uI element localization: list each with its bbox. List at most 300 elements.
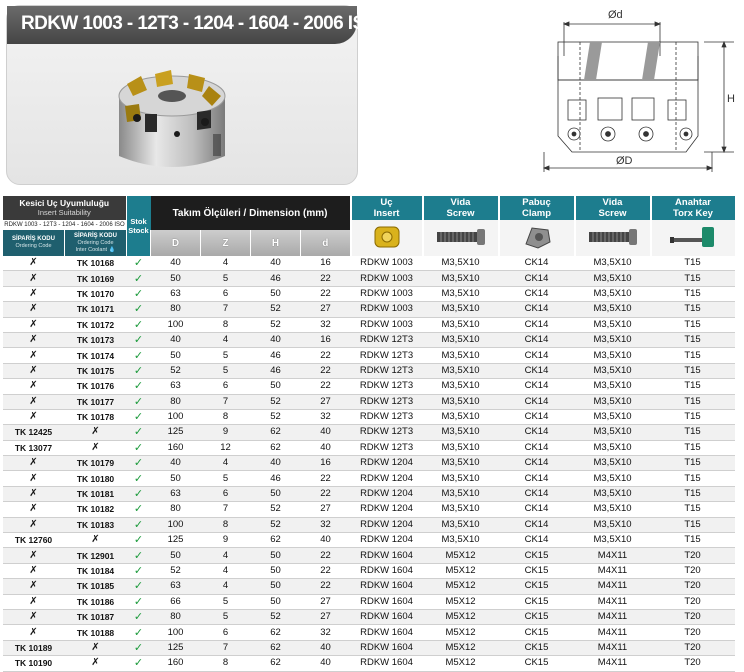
insert-cell: RDKW 1003: [351, 256, 423, 271]
col-d-cell: 32: [301, 625, 351, 640]
clamp-screw-cell: M3,5X10: [575, 271, 651, 286]
col-Z-cell: 4: [201, 563, 251, 578]
table-row: [3, 256, 735, 271]
title-card: [6, 5, 379, 185]
height-H-label: H: [727, 93, 735, 105]
col-D-cell: 52: [151, 563, 201, 578]
col-H-cell: 50: [251, 579, 301, 594]
torx-key-cell: T20: [651, 656, 735, 671]
table-row: [3, 548, 735, 563]
col-Z-cell: 7: [201, 640, 251, 655]
col-d-cell: 27: [301, 502, 351, 517]
table-row: [3, 656, 735, 671]
col-H-cell: 50: [251, 563, 301, 578]
screw-cell: M5X12: [423, 594, 499, 609]
col-Z-cell: 5: [201, 348, 251, 363]
col-H-cell: 62: [251, 440, 301, 455]
ordering-code-cell: TK 10190: [3, 656, 65, 671]
insert-icon: [372, 224, 402, 250]
col-H-cell: 46: [251, 271, 301, 286]
page-title: RDKW 1003 - 12T3 - 1204 - 1604 - 2006 ISO: [21, 13, 379, 34]
col-Z-cell: 8: [201, 317, 251, 332]
clamp-screw-cell: M3,5X10: [575, 332, 651, 347]
table-row: [3, 517, 735, 532]
col-H-cell: 50: [251, 548, 301, 563]
insert-cell: RDKW 12T3: [351, 363, 423, 378]
col-D-cell: 100: [151, 409, 201, 424]
col-D-cell: 160: [151, 656, 201, 671]
stock-cell: ✓: [127, 533, 151, 548]
col-Z-cell: 4: [201, 456, 251, 471]
screw-cell: M3,5X10: [423, 440, 499, 455]
col-H-cell: 46: [251, 471, 301, 486]
col-Z-cell: 7: [201, 502, 251, 517]
insert-cell: RDKW 1604: [351, 579, 423, 594]
col-Z-cell: 4: [201, 579, 251, 594]
ordering-code-coolant-cell: TK 10175: [65, 363, 127, 378]
insert-cell: RDKW 12T3: [351, 394, 423, 409]
col-D-cell: 100: [151, 517, 201, 532]
ordering-code-cell: ✗: [3, 348, 65, 363]
insert-cell: RDKW 1204: [351, 502, 423, 517]
col-d-cell: 16: [301, 256, 351, 271]
stock-cell: ✓: [127, 440, 151, 455]
table-row: [3, 486, 735, 501]
clamp-screw-image-cell: [575, 220, 651, 256]
col-d-cell: 40: [301, 656, 351, 671]
ordering-code-coolant-cell: TK 12901: [65, 548, 127, 563]
col-d-cell: 27: [301, 394, 351, 409]
col-H-cell: 46: [251, 348, 301, 363]
col-D-cell: 125: [151, 425, 201, 440]
col-Z-cell: 5: [201, 594, 251, 609]
ordering-code-cell: TK 10189: [3, 640, 65, 655]
col-Z: Z: [201, 230, 251, 256]
col-d-cell: 16: [301, 456, 351, 471]
clamp-cell: CK14: [499, 425, 575, 440]
screw-cell: M3,5X10: [423, 517, 499, 532]
col-D-cell: 63: [151, 486, 201, 501]
ordering-code-cell: ✗: [3, 594, 65, 609]
col-D-cell: 52: [151, 363, 201, 378]
ordering-code-cell: ✗: [3, 379, 65, 394]
clamp-cell: CK14: [499, 409, 575, 424]
ordering-code-coolant-cell: TK 10185: [65, 579, 127, 594]
col-H-cell: 50: [251, 286, 301, 301]
ordering-code-coolant-cell: TK 10169: [65, 271, 127, 286]
ordering-code-cell: ✗: [3, 394, 65, 409]
stock-cell: ✓: [127, 563, 151, 578]
table-row: [3, 502, 735, 517]
torx-key-cell: T15: [651, 409, 735, 424]
clamp-screw-cell: M4X11: [575, 594, 651, 609]
col-d-cell: 22: [301, 471, 351, 486]
clamp-cell: CK15: [499, 656, 575, 671]
stock-cell: ✓: [127, 302, 151, 317]
clamp-screw-cell: M4X11: [575, 656, 651, 671]
screw-icon: [585, 226, 641, 248]
col-D-cell: 40: [151, 332, 201, 347]
insert-cell: RDKW 1204: [351, 517, 423, 532]
clamp-cell: CK14: [499, 517, 575, 532]
stock-cell: ✓: [127, 594, 151, 609]
col-d-cell: 32: [301, 409, 351, 424]
clamp-screw-cell: M3,5X10: [575, 409, 651, 424]
col-H-cell: 40: [251, 256, 301, 271]
col-d-cell: 22: [301, 563, 351, 578]
screw-cell: M3,5X10: [423, 271, 499, 286]
clamp-screw-cell: M4X11: [575, 625, 651, 640]
ordering-code-coolant-cell: TK 10184: [65, 563, 127, 578]
insert-cell: RDKW 1604: [351, 656, 423, 671]
torx-key-cell: T15: [651, 394, 735, 409]
table-row: [3, 471, 735, 486]
torx-key-icon: [668, 224, 718, 250]
stock-cell: ✓: [127, 379, 151, 394]
clamp-cell: CK14: [499, 533, 575, 548]
col-D-cell: 50: [151, 271, 201, 286]
col-Z-cell: 9: [201, 425, 251, 440]
clamp-screw-cell: M4X11: [575, 579, 651, 594]
clamp-cell: CK14: [499, 456, 575, 471]
col-Z-cell: 5: [201, 471, 251, 486]
clamp-screw-cell: M3,5X10: [575, 440, 651, 455]
milling-cutter-photo: [97, 56, 247, 176]
clamp-screw-cell: M3,5X10: [575, 502, 651, 517]
col-H-cell: 50: [251, 594, 301, 609]
table-row: [3, 456, 735, 471]
torx-key-cell: T15: [651, 533, 735, 548]
ordering-code-coolant-cell: ✗: [65, 656, 127, 671]
col-d: d: [301, 230, 351, 256]
stock-cell: ✓: [127, 394, 151, 409]
clamp-cell: CK14: [499, 271, 575, 286]
product-table: [2, 196, 735, 672]
insert-cell: RDKW 1604: [351, 640, 423, 655]
col-H-cell: 52: [251, 302, 301, 317]
stock-cell: ✓: [127, 425, 151, 440]
ordering-code-cell: ✗: [3, 609, 65, 624]
torx-key-cell: T20: [651, 579, 735, 594]
ordering-code-coolant-cell: TK 10178: [65, 409, 127, 424]
series-code: RDKW 1003 - 12T3 - 1204 - 1604 - 2006 ISO: [3, 220, 127, 230]
screw-cell: M3,5X10: [423, 256, 499, 271]
col-H: H: [251, 230, 301, 256]
table-row: [3, 317, 735, 332]
insert-cell: RDKW 1604: [351, 594, 423, 609]
ordering-code-cell: ✗: [3, 563, 65, 578]
ordering-code-coolant-cell: TK 10179: [65, 456, 127, 471]
screw-cell: M3,5X10: [423, 409, 499, 424]
ordering-code-coolant-cell: TK 10174: [65, 348, 127, 363]
screw-cell: M5X12: [423, 640, 499, 655]
table-row: [3, 348, 735, 363]
insert-cell: RDKW 1204: [351, 486, 423, 501]
clamp-screw-cell: M3,5X10: [575, 486, 651, 501]
col-D-cell: 125: [151, 640, 201, 655]
clamp-image-cell: [499, 220, 575, 256]
insert-cell: RDKW 12T3: [351, 332, 423, 347]
clamp-screw-cell: M3,5X10: [575, 379, 651, 394]
clamp-cell: CK14: [499, 379, 575, 394]
clamp-cell: CK14: [499, 471, 575, 486]
col-d-cell: 22: [301, 271, 351, 286]
screw-cell: M3,5X10: [423, 363, 499, 378]
ordering-code-cell: ✗: [3, 548, 65, 563]
col-D-cell: 80: [151, 394, 201, 409]
ordering-code-cell: ✗: [3, 302, 65, 317]
clamp-cell: CK14: [499, 302, 575, 317]
table-row: [3, 579, 735, 594]
col-D-cell: 50: [151, 348, 201, 363]
clamp-cell: CK15: [499, 579, 575, 594]
screw-cell: M3,5X10: [423, 302, 499, 317]
clamp-screw-cell: M3,5X10: [575, 533, 651, 548]
ordering-code-coolant-header: SİPARİŞ KODU Ordering Code Inter Coolant 💧: [65, 230, 127, 256]
stock-cell: ✓: [127, 471, 151, 486]
insert-image-cell: [351, 220, 423, 256]
col-H-cell: 52: [251, 394, 301, 409]
screw-cell: M5X12: [423, 609, 499, 624]
col-D-cell: 40: [151, 456, 201, 471]
clamp-screw-cell: M4X11: [575, 609, 651, 624]
stock-cell: ✓: [127, 640, 151, 655]
clamp-screw-cell: M3,5X10: [575, 256, 651, 271]
table-row: [3, 440, 735, 455]
col-Z-cell: 4: [201, 256, 251, 271]
col-D-cell: 80: [151, 502, 201, 517]
torx-key-cell: T20: [651, 625, 735, 640]
clamp-screw-cell: M3,5X10: [575, 394, 651, 409]
stock-cell: ✓: [127, 609, 151, 624]
screw-image-cell: [423, 220, 499, 256]
table-row: [3, 409, 735, 424]
col-H-cell: 50: [251, 379, 301, 394]
screw-cell: M3,5X10: [423, 394, 499, 409]
clamp-cell: CK14: [499, 332, 575, 347]
table-row: [3, 609, 735, 624]
torx-key-cell: T15: [651, 456, 735, 471]
col-H-cell: 52: [251, 609, 301, 624]
ordering-code-coolant-cell: TK 10188: [65, 625, 127, 640]
clamp-cell: CK15: [499, 609, 575, 624]
torx-key-cell: T15: [651, 286, 735, 301]
col-Z-cell: 4: [201, 332, 251, 347]
torx-key-cell: T20: [651, 640, 735, 655]
screw-cell: M5X12: [423, 563, 499, 578]
col-H-cell: 52: [251, 409, 301, 424]
torx-key-cell: T20: [651, 609, 735, 624]
clamp-screw-cell: M4X11: [575, 548, 651, 563]
col-Z-cell: 6: [201, 379, 251, 394]
torx-key-cell: T15: [651, 363, 735, 378]
clamp-cell: CK15: [499, 563, 575, 578]
ordering-code-coolant-cell: TK 10171: [65, 302, 127, 317]
table-row: [3, 394, 735, 409]
torx-key-cell: T15: [651, 317, 735, 332]
insert-cell: RDKW 12T3: [351, 409, 423, 424]
col-D-cell: 100: [151, 317, 201, 332]
insert-cell: RDKW 1003: [351, 302, 423, 317]
col-d-cell: 40: [301, 425, 351, 440]
clamp-cell: CK14: [499, 363, 575, 378]
col-H-cell: 40: [251, 456, 301, 471]
torx-key-cell: T15: [651, 486, 735, 501]
screw-cell: M3,5X10: [423, 348, 499, 363]
ordering-code-coolant-cell: TK 10168: [65, 256, 127, 271]
ordering-code-coolant-cell: TK 10176: [65, 379, 127, 394]
col-D-cell: 66: [151, 594, 201, 609]
ordering-code-cell: ✗: [3, 471, 65, 486]
clamp-screw-cell: M3,5X10: [575, 317, 651, 332]
clamp-cell: CK14: [499, 486, 575, 501]
torx-key-cell: T15: [651, 332, 735, 347]
diameter-d-label: Ød: [608, 9, 623, 21]
ordering-code-coolant-cell: ✗: [65, 440, 127, 455]
ordering-code-cell: ✗: [3, 625, 65, 640]
col-D-cell: 160: [151, 440, 201, 455]
screw-cell: M3,5X10: [423, 502, 499, 517]
col-Z-cell: 8: [201, 517, 251, 532]
clamp-icon: [520, 224, 554, 250]
col-d-cell: 40: [301, 533, 351, 548]
col-D-cell: 80: [151, 302, 201, 317]
ordering-code-coolant-cell: TK 10187: [65, 609, 127, 624]
ordering-code-cell: ✗: [3, 317, 65, 332]
table-row: [3, 379, 735, 394]
torx-key-cell: T15: [651, 348, 735, 363]
ordering-code-coolant-cell: TK 10177: [65, 394, 127, 409]
insert-cell: RDKW 1003: [351, 271, 423, 286]
stock-cell: ✓: [127, 486, 151, 501]
torx-key-cell: T15: [651, 425, 735, 440]
col-D-cell: 50: [151, 548, 201, 563]
insert-cell: RDKW 12T3: [351, 425, 423, 440]
insert-cell: RDKW 1604: [351, 609, 423, 624]
col-Z-cell: 8: [201, 656, 251, 671]
torx-key-cell: T15: [651, 256, 735, 271]
col-H-cell: 62: [251, 625, 301, 640]
col-H-cell: 52: [251, 502, 301, 517]
stock-cell: ✓: [127, 456, 151, 471]
clamp-cell: CK14: [499, 348, 575, 363]
col-d-cell: 40: [301, 440, 351, 455]
torx-key-cell: T20: [651, 594, 735, 609]
stock-cell: ✓: [127, 502, 151, 517]
screw-cell: M3,5X10: [423, 332, 499, 347]
ordering-code-cell: ✗: [3, 286, 65, 301]
col-H-cell: 62: [251, 640, 301, 655]
clamp-cell: CK14: [499, 502, 575, 517]
clamp-cell: CK14: [499, 440, 575, 455]
torx-key-image-cell: [651, 220, 735, 256]
clamp-cell: CK14: [499, 394, 575, 409]
col-Z-cell: 6: [201, 286, 251, 301]
ordering-code-coolant-cell: TK 10181: [65, 486, 127, 501]
torx-key-cell: T20: [651, 563, 735, 578]
col-d-cell: 32: [301, 317, 351, 332]
screw-cell: M5X12: [423, 579, 499, 594]
clamp-cell: CK14: [499, 286, 575, 301]
insert-cell: RDKW 1204: [351, 533, 423, 548]
ordering-code-cell: ✗: [3, 409, 65, 424]
table-row: [3, 594, 735, 609]
insert-cell: RDKW 12T3: [351, 379, 423, 394]
clamp-screw-cell: M3,5X10: [575, 286, 651, 301]
stock-cell: ✓: [127, 579, 151, 594]
screw-icon: [433, 226, 489, 248]
col-d-cell: 22: [301, 548, 351, 563]
ordering-code-header: SİPARİŞ KODU Ordering Code: [3, 230, 65, 256]
col-D-cell: 63: [151, 286, 201, 301]
col-Z-cell: 12: [201, 440, 251, 455]
insert-cell: RDKW 1604: [351, 563, 423, 578]
col-D-cell: 40: [151, 256, 201, 271]
table-row: [3, 563, 735, 578]
clamp-screw-cell: M3,5X10: [575, 456, 651, 471]
table-row: [3, 533, 735, 548]
table-row: [3, 332, 735, 347]
stock-cell: ✓: [127, 517, 151, 532]
col-H-cell: 52: [251, 317, 301, 332]
col-d-cell: 22: [301, 286, 351, 301]
col-d-cell: 27: [301, 609, 351, 624]
ordering-code-cell: ✗: [3, 256, 65, 271]
col-d-cell: 32: [301, 517, 351, 532]
ordering-code-cell: ✗: [3, 332, 65, 347]
col-D-cell: 50: [151, 471, 201, 486]
col-d-cell: 27: [301, 594, 351, 609]
col-d-cell: 22: [301, 363, 351, 378]
ordering-code-coolant-cell: ✗: [65, 640, 127, 655]
stock-cell: ✓: [127, 256, 151, 271]
col-D-cell: 63: [151, 379, 201, 394]
torx-key-cell: T15: [651, 502, 735, 517]
col-Z-cell: 4: [201, 548, 251, 563]
stock-cell: ✓: [127, 548, 151, 563]
clamp-screw-cell: M3,5X10: [575, 425, 651, 440]
col-Z-cell: 5: [201, 363, 251, 378]
col-Z-cell: 9: [201, 533, 251, 548]
ordering-code-coolant-cell: ✗: [65, 425, 127, 440]
col-H-cell: 40: [251, 332, 301, 347]
insert-cell: RDKW 1604: [351, 548, 423, 563]
ordering-code-cell: ✗: [3, 363, 65, 378]
col-H-cell: 62: [251, 425, 301, 440]
stock-cell: ✓: [127, 363, 151, 378]
screw-cell: M3,5X10: [423, 317, 499, 332]
col-Z-cell: 7: [201, 394, 251, 409]
col-H-cell: 52: [251, 517, 301, 532]
stock-cell: ✓: [127, 409, 151, 424]
col-d-cell: 16: [301, 332, 351, 347]
torx-key-cell: T20: [651, 548, 735, 563]
stock-cell: ✓: [127, 271, 151, 286]
insert-cell: RDKW 1204: [351, 471, 423, 486]
clamp-screw-cell: M3,5X10: [575, 517, 651, 532]
clamp-cell: CK14: [499, 317, 575, 332]
ordering-code-cell: TK 12760: [3, 533, 65, 548]
ordering-code-coolant-cell: TK 10182: [65, 502, 127, 517]
col-H-cell: 62: [251, 656, 301, 671]
screw-cell: M5X12: [423, 656, 499, 671]
col-d-cell: 22: [301, 379, 351, 394]
screw-cell: M3,5X10: [423, 286, 499, 301]
ordering-code-cell: ✗: [3, 502, 65, 517]
ordering-code-cell: ✗: [3, 456, 65, 471]
col-Z-cell: 8: [201, 409, 251, 424]
screw-cell: M3,5X10: [423, 456, 499, 471]
